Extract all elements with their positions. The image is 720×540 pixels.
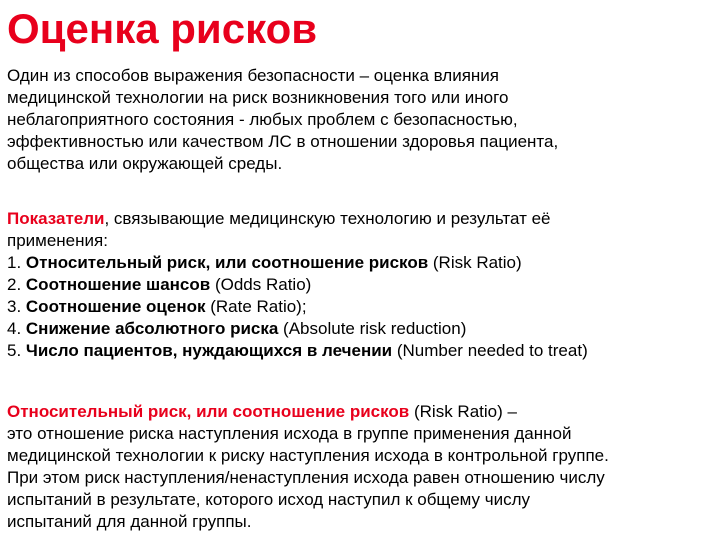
definition-english: (Risk Ratio) –: [409, 402, 517, 421]
indicator-english: (Number needed to treat): [392, 341, 588, 360]
intro-line: медицинской технологии на риск возникновения того или иного: [7, 88, 509, 107]
slide-title: Оценка рисков: [7, 5, 318, 52]
indicator-number: 3.: [7, 297, 26, 316]
indicator-item: [7, 318, 717, 340]
indicator-english: (Odds Ratio): [210, 275, 312, 294]
indicators-heading: [7, 208, 717, 230]
indicator-term: Соотношение оценок: [25, 297, 206, 316]
intro-line: эффективностью или качеством ЛС в отношении здоровья пациента,: [7, 132, 559, 151]
definition-heading: [7, 401, 717, 423]
indicator-term: Снижение абсолютного риска: [25, 319, 279, 338]
indicator-number: 2.: [7, 275, 26, 294]
indicators-heading-term: Показатели: [7, 209, 105, 228]
indicator-term: Число пациентов, нуждающихся в лечении: [25, 341, 393, 360]
indicator-number: 4.: [7, 319, 26, 338]
intro-line: Один из способов выражения безопасности – оценка влияния: [7, 66, 499, 85]
definition-line: испытаний в результате, которого исход наступил к общему числу: [7, 490, 531, 509]
indicators-heading-rest: , связывающие медицинскую технологию и результат её: [104, 209, 551, 228]
definition-line: это отношение риска наступления исхода в группе применения данной: [7, 424, 572, 443]
indicator-english: (Rate Ratio);: [205, 297, 307, 316]
indicator-english: (Risk Ratio): [428, 253, 522, 272]
definition-term: Относительный риск, или соотношение рисков: [7, 402, 410, 421]
indicator-number: 1.: [7, 253, 26, 272]
indicator-number: 5.: [7, 341, 26, 360]
indicator-term: Соотношение шансов: [25, 275, 211, 294]
definition-section: [7, 401, 717, 533]
definition-line: медицинской технологии к риску наступления исхода в контрольной группе.: [7, 446, 609, 465]
indicator-item: [7, 274, 717, 296]
indicator-item: [7, 340, 717, 362]
intro-line: неблагоприятного состояния - любых проблем с безопасностью,: [7, 110, 518, 129]
indicators-heading-line2: применения:: [7, 231, 108, 250]
definition-line: При этом риск наступления/ненаступления исхода равен отношению числу: [7, 468, 605, 487]
intro-line: общества или окружающей среды.: [7, 154, 283, 173]
indicator-item: [7, 252, 717, 274]
indicator-item: [7, 296, 717, 318]
indicators-section: [7, 208, 717, 362]
indicator-english: (Absolute risk reduction): [278, 319, 467, 338]
definition-line: испытаний для данной группы.: [7, 512, 252, 531]
indicator-term: Относительный риск, или соотношение рисков: [25, 253, 429, 272]
intro-paragraph: [7, 65, 717, 175]
